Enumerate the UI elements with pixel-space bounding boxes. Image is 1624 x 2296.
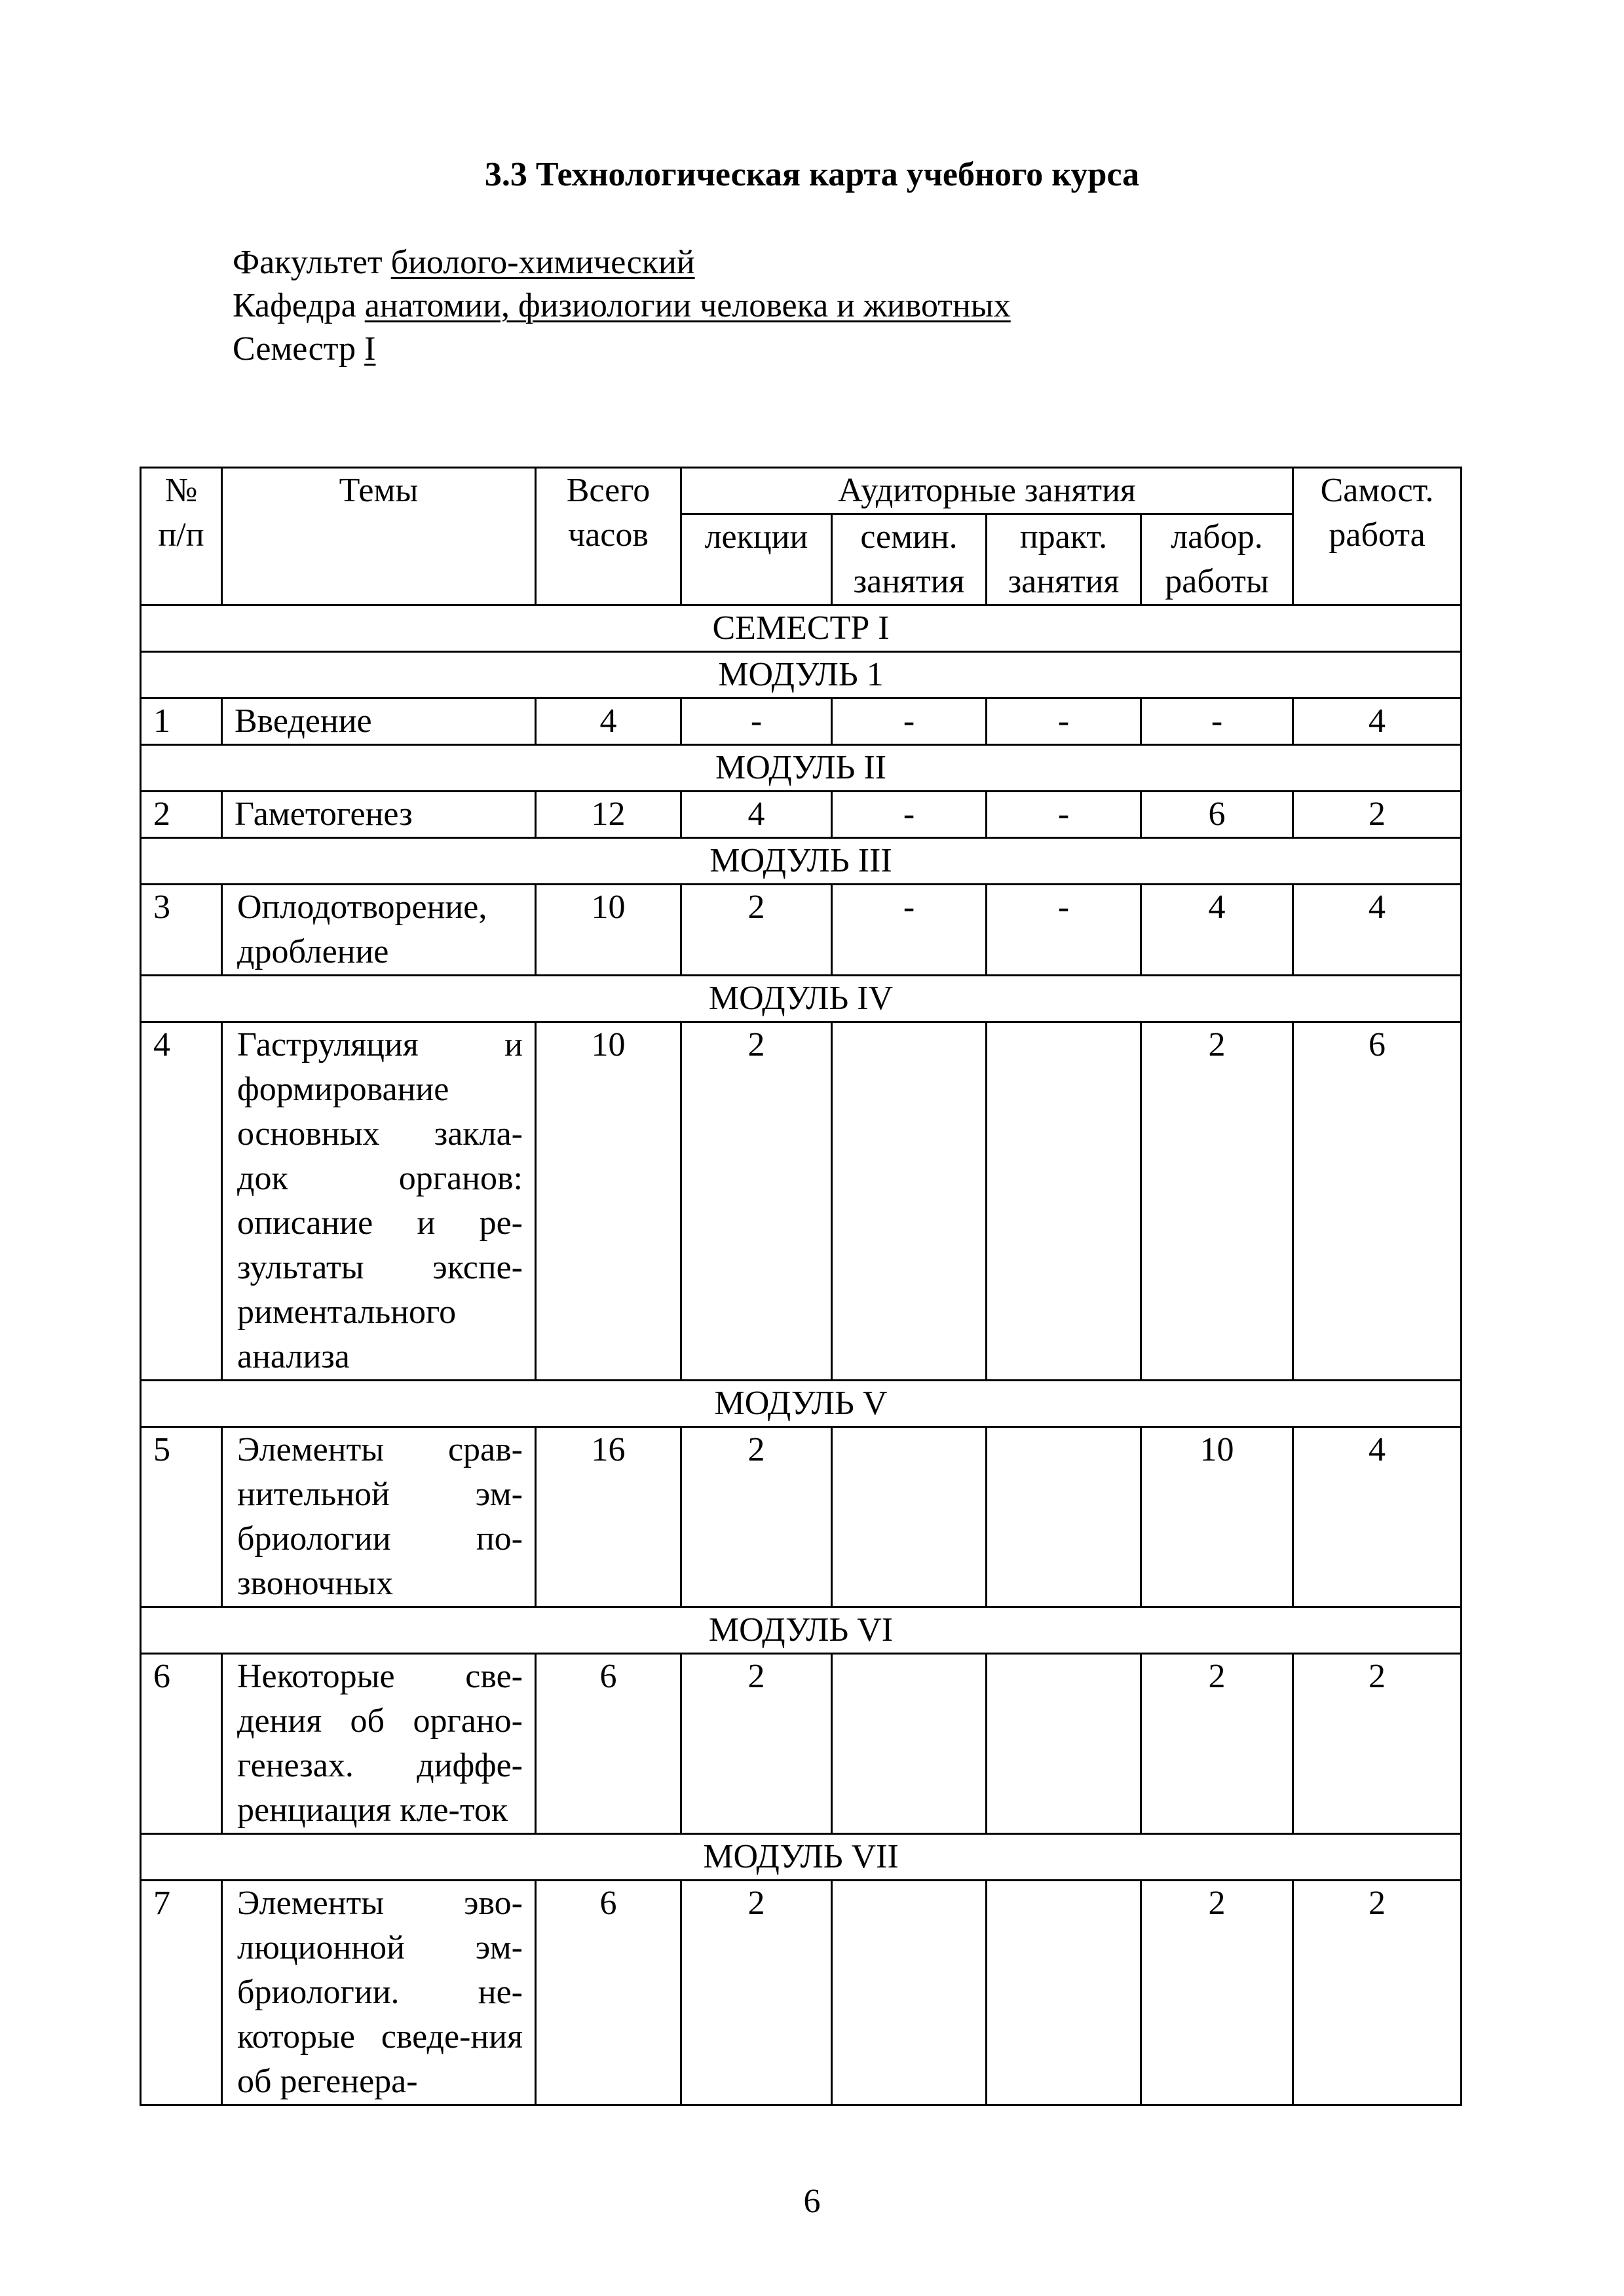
cell-lab: 6 (1141, 792, 1293, 838)
module-row (141, 976, 1462, 1022)
cell-practical (987, 1654, 1141, 1834)
cell-lectures: 2 (681, 1427, 832, 1607)
cell-seminars: - (832, 698, 987, 745)
department-line (233, 284, 1011, 328)
cell-topic: Элементы эво-люционной эм-бриологии. не-которые сведе-ния об регенера- (222, 1881, 536, 2105)
header-seminars-line1: семин. (860, 518, 958, 556)
table-row (141, 1427, 1462, 1607)
cell-total: 16 (536, 1427, 681, 1607)
cell-self: 4 (1293, 885, 1462, 976)
table-row (141, 1881, 1462, 2105)
header-num-line2: п/п (158, 516, 204, 554)
module-label: МОДУЛЬ VII (141, 1834, 1462, 1881)
page-number: 6 (803, 2183, 821, 2220)
cell-self: 2 (1293, 792, 1462, 838)
header-total (536, 468, 681, 605)
semester-label: Семестр (233, 330, 356, 368)
cell-total: 12 (536, 792, 681, 838)
header-lab (1141, 514, 1293, 605)
cell-lectures: 2 (681, 1881, 832, 2105)
cell-topic: Некоторые све-дения об органо-генезах. диффе-ренциация кле-ток (222, 1654, 536, 1834)
cell-num: 5 (141, 1427, 222, 1607)
cell-total: 6 (536, 1881, 681, 2105)
cell-practical (987, 1427, 1141, 1607)
cell-topic: Элементы срав-нительной эм-бриологии по-звоночных (222, 1427, 536, 1607)
department-value: анатомии, физиологии человека и животных (364, 287, 1011, 324)
cell-seminars: - (832, 885, 987, 976)
cell-total: 10 (536, 1022, 681, 1381)
module-row (141, 1834, 1462, 1881)
cell-lectures: 2 (681, 1022, 832, 1381)
cell-num: 7 (141, 1881, 222, 2105)
module-label: МОДУЛЬ V (141, 1381, 1462, 1427)
table-row (141, 698, 1462, 745)
cell-lectures: - (681, 698, 832, 745)
cell-lab: - (1141, 698, 1293, 745)
header-seminars (832, 514, 987, 605)
header-lab-line1: лабор. (1171, 518, 1263, 556)
header-practical-line1: практ. (1019, 518, 1108, 556)
cell-seminars (832, 1022, 987, 1381)
header-auditory: Аудиторные занятия (681, 468, 1293, 514)
semester-value: I (364, 330, 376, 368)
header-self (1293, 468, 1462, 605)
cell-practical: - (987, 698, 1141, 745)
cell-self: 2 (1293, 1654, 1462, 1834)
cell-self: 4 (1293, 1427, 1462, 1607)
header-num-line1: № (164, 472, 198, 509)
cell-topic: Гаструляция и формирование основных закла-док органов: описание и ре-зультаты экспе-риментального анализа (222, 1022, 536, 1381)
cell-num: 2 (141, 792, 222, 838)
header-lectures: лекции (681, 514, 832, 605)
module-label: МОДУЛЬ II (141, 745, 1462, 792)
cell-lectures: 2 (681, 1654, 832, 1834)
course-meta (233, 241, 1011, 371)
cell-seminars (832, 1881, 987, 2105)
cell-num: 1 (141, 698, 222, 745)
cell-self: 4 (1293, 698, 1462, 745)
cell-lab: 10 (1141, 1427, 1293, 1607)
cell-lab: 4 (1141, 885, 1293, 976)
cell-num: 4 (141, 1022, 222, 1381)
module-label: МОДУЛЬ III (141, 838, 1462, 885)
semester-row (141, 605, 1462, 652)
header-lab-line2: работы (1165, 563, 1269, 600)
module-row (141, 745, 1462, 792)
header-row-top (141, 468, 1462, 514)
cell-topic: Оплодотворение, дробление (222, 885, 536, 976)
faculty-label: Факультет (233, 244, 383, 281)
cell-total: 4 (536, 698, 681, 745)
header-practical-line2: занятия (1008, 563, 1120, 600)
cell-practical (987, 1881, 1141, 2105)
cell-seminars: - (832, 792, 987, 838)
page-title: 3.3 Технологическая карта учебного курса (484, 156, 1140, 193)
cell-seminars (832, 1654, 987, 1834)
table-row (141, 885, 1462, 976)
module-label: МОДУЛЬ 1 (141, 652, 1462, 698)
cell-lectures: 4 (681, 792, 832, 838)
module-label: МОДУЛЬ VI (141, 1607, 1462, 1654)
table-row (141, 1654, 1462, 1834)
cell-seminars (832, 1427, 987, 1607)
header-practical (987, 514, 1141, 605)
table-row (141, 1022, 1462, 1381)
cell-self: 6 (1293, 1022, 1462, 1381)
cell-topic: Гаметогенез (222, 792, 536, 838)
cell-total: 6 (536, 1654, 681, 1834)
course-plan-table (140, 467, 1462, 2106)
header-num (141, 468, 222, 605)
cell-topic: Введение (222, 698, 536, 745)
header-topics: Темы (222, 468, 536, 605)
faculty-line (233, 241, 1011, 284)
cell-num: 6 (141, 1654, 222, 1834)
cell-num: 3 (141, 885, 222, 976)
header-total-line2: часов (568, 516, 649, 554)
semester-row-label: СЕМЕСТР I (141, 605, 1462, 652)
header-self-line1: Самост. (1320, 472, 1434, 509)
cell-self: 2 (1293, 1881, 1462, 2105)
header-self-line2: работа (1329, 516, 1426, 554)
cell-practical: - (987, 885, 1141, 976)
cell-lab: 2 (1141, 1654, 1293, 1834)
module-label: МОДУЛЬ IV (141, 976, 1462, 1022)
cell-lectures: 2 (681, 885, 832, 976)
table-row (141, 792, 1462, 838)
department-label: Кафедра (233, 287, 356, 324)
module-row (141, 1381, 1462, 1427)
cell-practical: - (987, 792, 1141, 838)
cell-practical (987, 1022, 1141, 1381)
header-seminars-line2: занятия (853, 563, 965, 600)
cell-total: 10 (536, 885, 681, 976)
module-row (141, 838, 1462, 885)
cell-lab: 2 (1141, 1881, 1293, 2105)
header-total-line1: Всего (566, 472, 651, 509)
semester-line (233, 328, 1011, 371)
faculty-value: биолого-химический (390, 244, 695, 281)
module-row (141, 1607, 1462, 1654)
module-row (141, 652, 1462, 698)
cell-lab: 2 (1141, 1022, 1293, 1381)
